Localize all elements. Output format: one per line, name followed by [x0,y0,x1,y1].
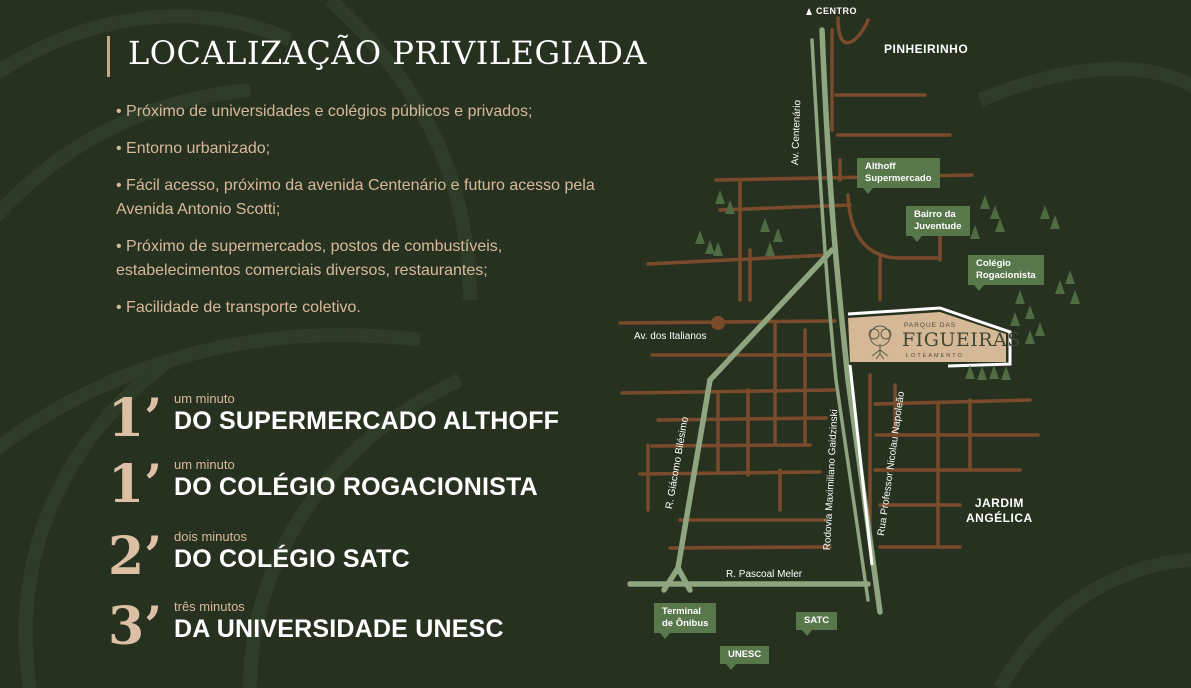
stat-number: 1’ [108,388,163,449]
region-pinheirinho: PINHEIRINHO [884,42,969,56]
poi-label: SATC [804,615,830,626]
label-r-pascoal: R. Pascoal Meler [726,569,803,580]
poi-unesc [720,646,769,664]
label-av-centenario: Av. Centenário [790,99,804,166]
street-line [648,255,828,264]
stat-caption: um minuto [174,457,235,472]
tree [995,218,1005,232]
feature-item: • Facilidade de transporte coletivo. [116,299,361,316]
poi-label: Terminal de Ônibus [662,606,709,629]
poi-pointer-icon [726,664,736,670]
tree [695,230,705,244]
poi-pointer-icon [660,633,670,639]
poi-label: Colégio Rogacionista [976,258,1036,281]
location-map [600,0,1191,688]
stat-caption: três minutos [174,599,245,614]
fig-tree-icon [862,324,898,360]
stat-number: 3’ [108,596,163,657]
tree [980,195,990,209]
poi-rogacionista [968,255,1044,285]
logo-sub-text: LOTEAMENTO [906,353,964,359]
tree [977,366,987,380]
tree [1070,290,1080,304]
label-r-giacomo: R. Giácomo Bilésimo [664,416,692,510]
poi-label: Bairro da Juventude [914,209,962,232]
tree [1035,322,1045,336]
property-logo [848,314,1020,368]
poi-label: Althoff Supermercado [865,161,932,184]
label-av-italianos: Av. dos Italianos [634,331,707,342]
tree [765,242,775,256]
street-line [620,321,835,323]
poi-pointer-icon [802,630,812,636]
tree [773,228,783,242]
poi-juventude [906,206,970,236]
roundabout [711,316,725,330]
feature-item: • Próximo de supermercados, postos de combustíveis, estabelecimentos comerciais diversos, restaurantes; [116,238,503,279]
tree [760,218,770,232]
title-accent-bar [107,36,110,77]
poi-pointer-icon [863,188,873,194]
stat-destination: DA UNIVERSIDADE UNESC [174,615,504,643]
stat-destination: DO COLÉGIO SATC [174,545,410,573]
page-title: LOCALIZAÇÃO PRIVILEGIADA [128,34,648,72]
north-label: CENTRO [816,6,857,16]
feature-item: • Entorno urbanizado; [116,140,271,157]
poi-satc [796,612,837,630]
stat-caption: um minuto [174,391,235,406]
tree [1055,280,1065,294]
poi-label: UNESC [728,649,762,660]
tree [990,205,1000,219]
poi-pointer-icon [974,285,984,291]
tree [715,190,725,204]
tree [970,225,980,239]
tree [1025,305,1035,319]
region-jardim-angelica: JARDIM ANGÉLICA [966,496,1033,525]
street-line [838,18,868,43]
tree [1065,270,1075,284]
tree [1015,290,1025,304]
label-rodovia-maximiliano: Rodovia Maximiliano Gaidzinski [822,409,841,551]
tree [1025,330,1035,344]
logo-top-text: PARQUE DAS [904,322,957,329]
tree [725,200,735,214]
feature-list [116,100,596,333]
north-arrow-icon [806,8,812,15]
tree [1050,215,1060,229]
street-line [622,390,834,393]
poi-althoff [857,158,940,188]
feature-item: • Próximo de universidades e colégios públicos e privados; [116,103,533,120]
poi-pointer-icon [912,236,922,242]
logo-main-text: FIGUEIRAS [902,329,1021,351]
poi-terminal [654,603,716,633]
street-line [670,547,830,548]
feature-item: • Fácil acesso, próximo da avenida Centenário e futuro acesso pela Avenida Antonio Scotti; [116,177,595,218]
stat-destination: DO SUPERMERCADO ALTHOFF [174,407,560,435]
tree [1001,366,1011,380]
stat-number: 2’ [108,526,163,587]
label-rua-napoleao: Rua Professor Nicolau Napoleão [876,390,908,537]
street-line [640,472,820,474]
north-indicator [806,6,857,16]
tree [705,240,715,254]
stat-caption: dois minutos [174,529,247,544]
stat-destination: DO COLÉGIO ROGACIONISTA [174,473,538,501]
stat-number: 1’ [108,454,163,515]
tree [1040,205,1050,219]
tree [713,242,723,256]
